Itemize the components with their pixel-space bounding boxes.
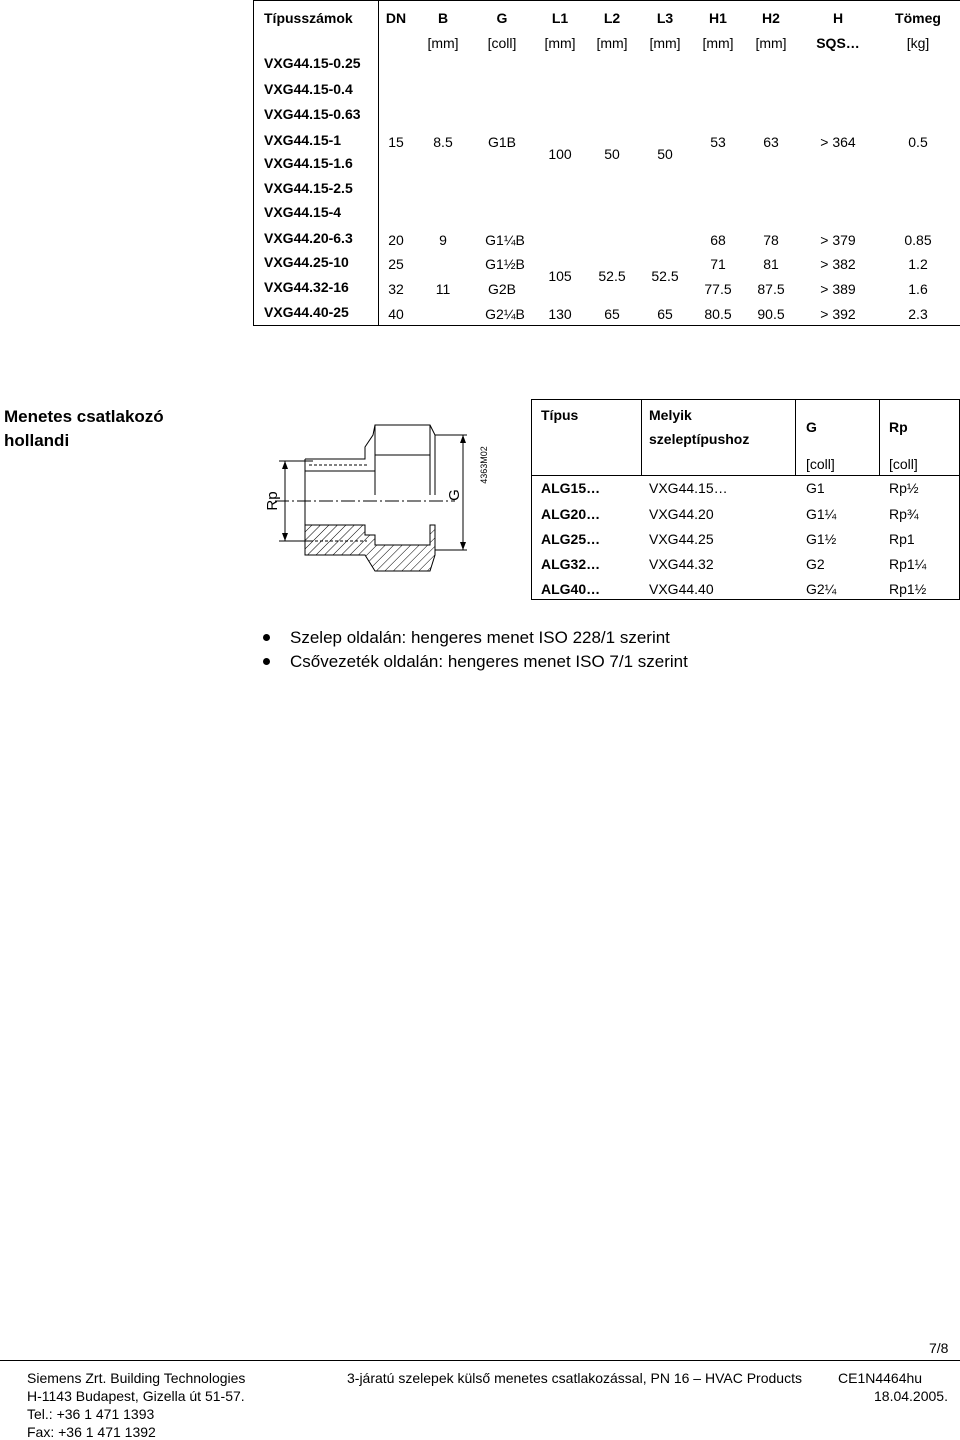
cell-mass: 2.3 <box>908 306 928 322</box>
unit-mass: [kg] <box>906 35 930 51</box>
fitting-col-divider <box>795 399 796 475</box>
type-number: VXG44.40-25 <box>264 304 349 320</box>
page-number: 7/8 <box>929 1340 949 1356</box>
fitting-table-top <box>531 399 960 400</box>
fitting-row-rp: Rp¾ <box>889 506 919 522</box>
rp-label: Rp <box>264 491 281 511</box>
fitting-row-type: ALG40… <box>541 581 601 597</box>
type-number: VXG44.15-1 <box>264 132 342 148</box>
fitting-row-g: G1¼ <box>806 506 837 522</box>
cell-l3: 65 <box>657 306 673 322</box>
type-number: VXG44.15-1.6 <box>264 155 353 171</box>
type-number: VXG44.20-6.3 <box>264 230 353 246</box>
fitting-col-divider <box>641 399 642 475</box>
fitting-header-valve-1: Melyik <box>649 407 692 423</box>
fitting-unit-g: [coll] <box>806 456 835 472</box>
cell-b: 8.5 <box>433 134 453 150</box>
cell-h2: 81 <box>763 256 779 272</box>
fitting-row-valve: VXG44.25 <box>649 531 714 547</box>
unit-h1: [mm] <box>702 35 734 51</box>
bullet-dot-icon <box>263 634 270 641</box>
cell-l2: 65 <box>604 306 620 322</box>
cell-l3: 52.5 <box>651 268 679 284</box>
header-h2: H2 <box>762 10 780 26</box>
cell-b: 9 <box>439 232 447 248</box>
fitting-row-rp: Rp1½ <box>889 581 927 597</box>
cell-b: 11 <box>435 281 451 297</box>
fitting-drawing <box>255 395 515 610</box>
cell-g: G1B <box>487 134 517 150</box>
cell-h: > 392 <box>820 306 856 322</box>
cell-dn: 15 <box>388 134 404 150</box>
fitting-table-bottom <box>531 599 960 600</box>
fitting-header-rp: Rp <box>889 419 908 435</box>
cell-h: > 382 <box>820 256 856 272</box>
cell-h1: 71 <box>710 256 726 272</box>
cell-g: G2B <box>487 281 517 297</box>
fitting-header-type: Típus <box>541 407 579 423</box>
unit-h: SQS… <box>816 35 860 51</box>
fitting-table-left <box>531 399 532 599</box>
fitting-col-divider <box>879 399 880 475</box>
bullet-text: Szelep oldalán: hengeres menet ISO 228/1 szerint <box>290 628 670 647</box>
g-label: G <box>446 489 463 501</box>
fitting-row-g: G1½ <box>806 531 837 547</box>
header-dn: DN <box>385 10 407 26</box>
cell-l1: 100 <box>548 146 572 162</box>
type-number: VXG44.15-0.25 <box>264 55 361 71</box>
header-tomeg: Tömeg <box>895 10 941 26</box>
fitting-unit-rp: [coll] <box>889 456 918 472</box>
cell-h2: 63 <box>763 134 779 150</box>
header-l3: L3 <box>656 10 674 26</box>
header-g: G <box>496 10 508 26</box>
fitting-row-valve: VXG44.15… <box>649 480 728 496</box>
type-column-divider <box>378 0 379 326</box>
header-b: B <box>437 10 449 26</box>
table-left-border <box>253 0 254 326</box>
fitting-row-type: ALG25… <box>541 531 601 547</box>
cell-h1: 77.5 <box>704 281 732 297</box>
footer-fax: Fax: +36 1 471 1392 <box>27 1424 156 1440</box>
fitting-row-type: ALG20… <box>541 506 601 522</box>
fitting-row-rp: Rp1 <box>889 531 915 547</box>
unit-l3: [mm] <box>649 35 681 51</box>
fitting-row-g: G1 <box>806 480 825 496</box>
footer-date: 18.04.2005. <box>874 1388 948 1404</box>
cell-h1: 68 <box>710 232 726 248</box>
cell-mass: 0.85 <box>904 232 932 248</box>
table-bottom-border <box>253 325 960 326</box>
fitting-cross-section-icon <box>255 395 515 610</box>
fitting-header-g: G <box>806 419 817 435</box>
footer-doc-title: 3-járatú szelepek külső menetes csatlakozással, PN 16 – HVAC Products <box>347 1370 802 1386</box>
header-l2: L2 <box>603 10 621 26</box>
fitting-row-g: G2¼ <box>806 581 837 597</box>
header-l1: L1 <box>551 10 569 26</box>
cell-h1: 53 <box>710 134 726 150</box>
cell-l2: 52.5 <box>598 268 626 284</box>
cell-g: G1¼B <box>485 232 525 248</box>
cell-dn: 25 <box>388 256 404 272</box>
type-number: VXG44.15-4 <box>264 204 342 220</box>
unit-h2: [mm] <box>755 35 787 51</box>
unit-l1: [mm] <box>544 35 576 51</box>
cell-g: G1½B <box>485 256 525 272</box>
fitting-row-valve: VXG44.32 <box>649 556 714 572</box>
cell-dn: 20 <box>388 232 404 248</box>
footer-address: H-1143 Budapest, Gizella út 51-57. <box>27 1388 245 1404</box>
drawing-code: 4363M02 <box>479 446 489 484</box>
table-top-border <box>253 0 960 1</box>
cell-mass: 1.2 <box>908 256 928 272</box>
cell-l3: 50 <box>657 146 673 162</box>
footer-company: Siemens Zrt. Building Technologies <box>27 1370 246 1386</box>
cell-l1: 130 <box>548 306 572 322</box>
fitting-row-rp: Rp½ <box>889 480 919 496</box>
cell-dn: 32 <box>388 281 404 297</box>
cell-h: > 389 <box>820 281 856 297</box>
footer-tel: Tel.: +36 1 471 1393 <box>27 1406 155 1422</box>
unit-b: [mm] <box>427 35 459 51</box>
cell-h2: 87.5 <box>757 281 785 297</box>
bullet-text: Csővezeték oldalán: hengeres menet ISO 7/1 szerint <box>290 652 688 671</box>
type-number: VXG44.15-0.4 <box>264 81 353 97</box>
cell-h2: 78 <box>763 232 779 248</box>
cell-mass: 1.6 <box>908 281 928 297</box>
cell-h2: 90.5 <box>757 306 785 322</box>
cell-l2: 50 <box>604 146 620 162</box>
bullet-dot-icon <box>263 658 270 665</box>
type-number: VXG44.15-2.5 <box>264 180 353 196</box>
cell-h: > 379 <box>820 232 856 248</box>
fitting-row-type: ALG15… <box>541 480 601 496</box>
fitting-header-valve-2: szeleptípushoz <box>649 431 750 447</box>
type-number: VXG44.32-16 <box>264 279 349 295</box>
cell-dn: 40 <box>388 306 404 322</box>
cell-h: > 364 <box>820 134 856 150</box>
fitting-row-rp: Rp1¼ <box>889 556 927 572</box>
cell-g: G2¼B <box>485 306 525 322</box>
fitting-row-g: G2 <box>806 556 825 572</box>
fitting-row-valve: VXG44.40 <box>649 581 714 597</box>
cell-l1: 105 <box>548 268 572 284</box>
fitting-row-valve: VXG44.20 <box>649 506 714 522</box>
unit-l2: [mm] <box>596 35 628 51</box>
header-h: H <box>832 10 844 26</box>
cell-h1: 80.5 <box>704 306 732 322</box>
section-title-line1: Menetes csatlakozó <box>4 407 164 426</box>
section-title-line2: hollandi <box>4 431 70 450</box>
header-tipusszamok: Típusszámok <box>264 10 353 26</box>
header-h1: H1 <box>709 10 727 26</box>
unit-g: [coll] <box>487 35 517 51</box>
type-number: VXG44.15-0.63 <box>264 106 361 122</box>
fitting-row-type: ALG32… <box>541 556 601 572</box>
cell-mass: 0.5 <box>908 134 928 150</box>
type-number: VXG44.25-10 <box>264 254 349 270</box>
fitting-header-separator <box>531 475 960 476</box>
footer-doc-code: CE1N4464hu <box>838 1370 923 1386</box>
footer-rule <box>0 1360 960 1361</box>
